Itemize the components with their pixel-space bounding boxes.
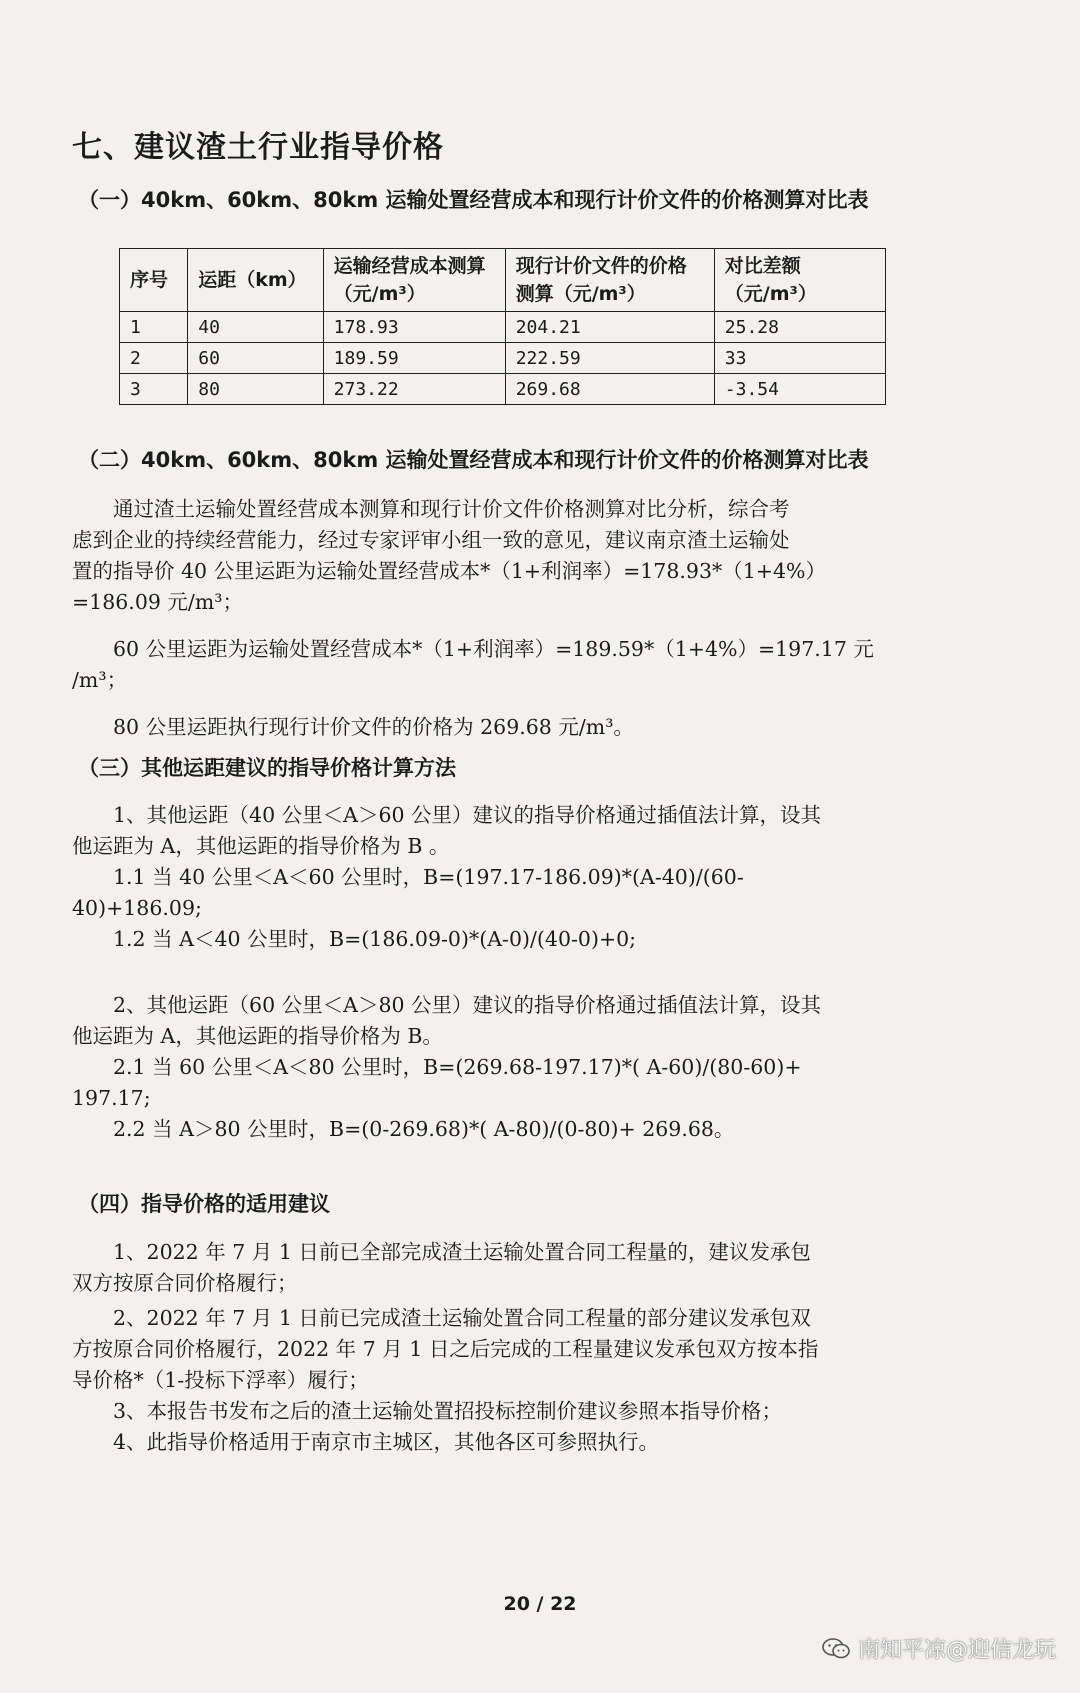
text-line: 60 公里运距为运输处置经营成本*（1+利润率）=189.59*（1+4%）=197.17 元 xyxy=(72,637,874,661)
text-line: 通过渣土运输处置经营成本测算和现行计价文件价格测算对比分析，综合考 xyxy=(72,497,790,521)
text-line: 1.1 当 40 公里＜A＜60 公里时，B=(197.17-186.09)*(A-40)/(60- xyxy=(72,865,744,889)
section4-body xyxy=(72,1237,952,1458)
section3-title: （三）其他运距建议的指导价格计算方法 xyxy=(78,756,456,780)
text-line: 2.2 当 A＞80 公里时，B=(0-269.68)*( A-80)/(0-80)+ 269.68。 xyxy=(72,1117,735,1141)
section2-body xyxy=(72,494,952,743)
text-line: 他运距为 A，其他运距的指导价格为 B 。 xyxy=(72,834,450,858)
table-cell: 222.59 xyxy=(505,343,714,374)
text-line: 方按原合同价格履行，2022 年 7 月 1 日之后完成的工程量建议发承包双方按本指 xyxy=(72,1337,819,1361)
text-line: 2.1 当 60 公里＜A＜80 公里时，B=(269.68-197.17)*( A-60)/(80-60)+ xyxy=(72,1055,802,1079)
section3-block2 xyxy=(72,990,952,1145)
comparison-table xyxy=(119,248,886,405)
table-cell: 273.22 xyxy=(323,374,505,405)
table-row xyxy=(120,312,886,343)
text-line: 40)+186.09; xyxy=(72,896,202,920)
table-cell: 80 xyxy=(188,374,323,405)
table-row xyxy=(120,343,886,374)
text-line: 双方按原合同价格履行； xyxy=(72,1271,298,1295)
table-header-row xyxy=(120,249,886,312)
table-cell: 40 xyxy=(188,312,323,343)
watermark-text: 南知平凉@迎信龙玩 xyxy=(857,1638,1056,1663)
watermark xyxy=(822,1633,1056,1664)
page-heading: 七、建议渣土行业指导价格 xyxy=(72,130,444,165)
wechat-icon xyxy=(822,1638,850,1660)
section4-title: （四）指导价格的适用建议 xyxy=(78,1192,330,1216)
table-cell: 2 xyxy=(120,343,188,374)
text-line: 1、其他运距（40 公里＜A＞60 公里）建议的指导价格通过插值法计算，设其 xyxy=(72,803,822,827)
table-cell: 189.59 xyxy=(323,343,505,374)
text-line: 4、此指导价格适用于南京市主城区，其他各区可参照执行。 xyxy=(72,1430,660,1454)
table-row xyxy=(120,374,886,405)
table-cell: -3.54 xyxy=(714,374,885,405)
text-line: 2、2022 年 7 月 1 日前已完成渣土运输处置合同工程量的部分建议发承包双 xyxy=(72,1306,811,1330)
table-header-cell: 序号 xyxy=(120,249,188,312)
table-cell: 33 xyxy=(714,343,885,374)
text-line: 他运距为 A，其他运距的指导价格为 B。 xyxy=(72,1024,443,1048)
table-cell: 178.93 xyxy=(323,312,505,343)
text-line: 虑到企业的持续经营能力，经过专家评审小组一致的意见，建议南京渣土运输处 xyxy=(72,528,790,552)
table-header-cell: 现行计价文件的价格测算（元/m³） xyxy=(505,249,714,312)
section1-title: （一）40km、60km、80km 运输处置经营成本和现行计价文件的价格测算对比表 xyxy=(78,188,869,212)
text-line: =186.09 元/m³； xyxy=(72,590,243,614)
text-line: 1、2022 年 7 月 1 日前已全部完成渣土运输处置合同工程量的，建议发承包 xyxy=(72,1240,811,1264)
table-header-cell: 对比差额（元/m³） xyxy=(714,249,885,312)
table-header-cell: 运距（km） xyxy=(188,249,323,312)
table-cell: 60 xyxy=(188,343,323,374)
table-cell: 204.21 xyxy=(505,312,714,343)
text-line: 置的指导价 40 公里运距为运输处置经营成本*（1+利润率）=178.93*（1+4%） xyxy=(72,559,826,583)
table-cell: 3 xyxy=(120,374,188,405)
text-line: 1.2 当 A＜40 公里时，B=(186.09-0)*(A-0)/(40-0)+0; xyxy=(72,927,637,951)
table-cell: 25.28 xyxy=(714,312,885,343)
section3-block1 xyxy=(72,800,952,955)
table-cell: 269.68 xyxy=(505,374,714,405)
table-cell: 1 xyxy=(120,312,188,343)
text-line: 80 公里运距执行现行计价文件的价格为 269.68 元/m³。 xyxy=(72,715,634,739)
text-line: 197.17; xyxy=(72,1086,151,1110)
table-header-cell: 运输经营成本测算（元/m³） xyxy=(323,249,505,312)
section2-title: （二）40km、60km、80km 运输处置经营成本和现行计价文件的价格测算对比表 xyxy=(78,448,869,472)
page-number: 20 / 22 xyxy=(503,1593,577,1615)
text-line: 2、其他运距（60 公里＜A＞80 公里）建议的指导价格通过插值法计算，设其 xyxy=(72,993,822,1017)
text-line: 3、本报告书发布之后的渣土运输处置招投标控制价建议参照本指导价格； xyxy=(72,1399,783,1423)
text-line: 导价格*（1-投标下浮率）履行； xyxy=(72,1368,369,1392)
text-line: /m³； xyxy=(72,668,128,692)
